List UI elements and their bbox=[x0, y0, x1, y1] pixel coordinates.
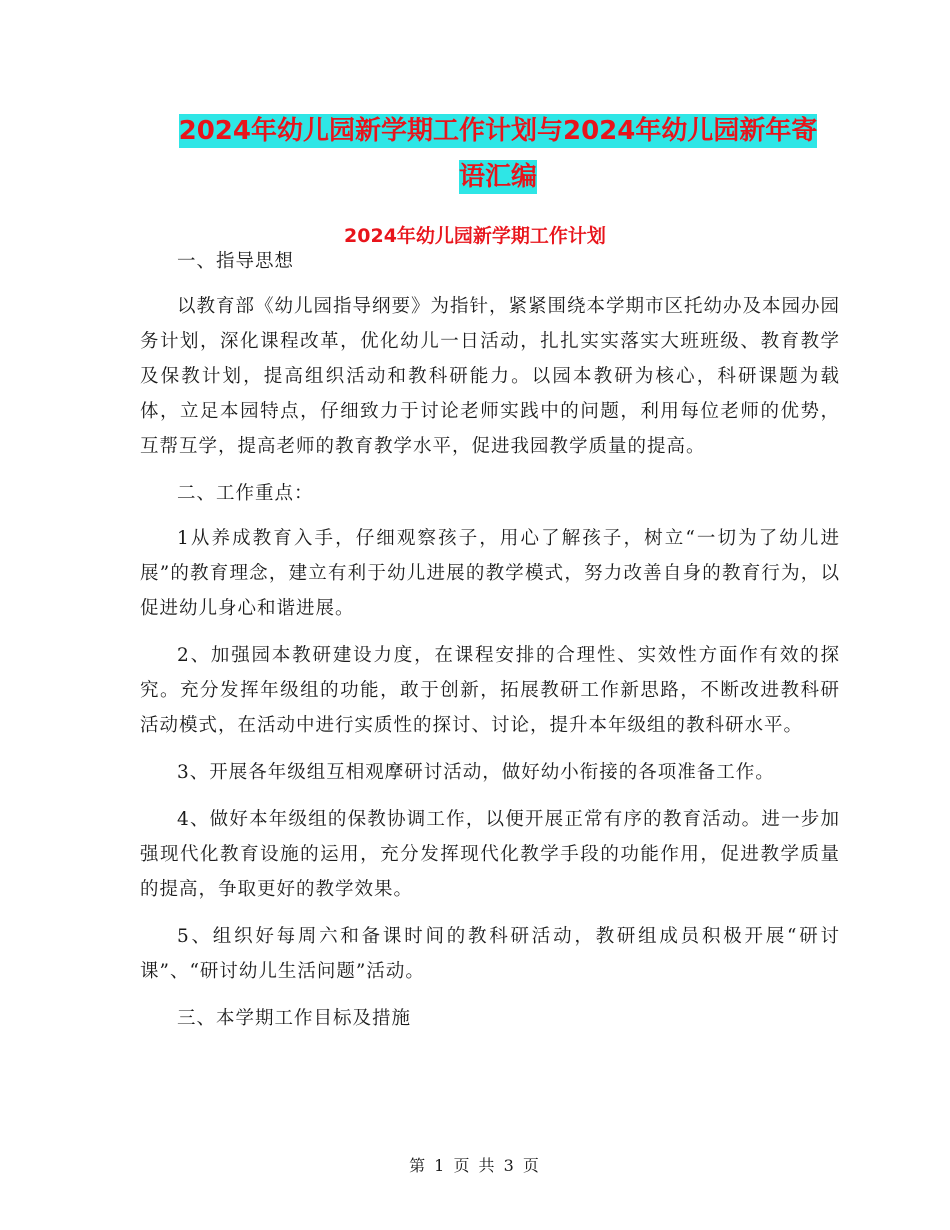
paragraph-focus-3: 3、开展各年级组互相观摩研讨活动，做好幼小衔接的各项准备工作。 bbox=[177, 762, 775, 783]
section-title: 2024年幼儿园新学期工作计划 bbox=[344, 225, 606, 247]
paragraph-focus-1: 1从养成教育入手，仔细观察孩子，用心了解孩子，树立“一切为了幼儿进展”的教育理念，建立有利于幼儿进展的教学模式，努力改善自身的教育行为，以促进幼儿身心和谐进展。 bbox=[140, 528, 840, 619]
document-title-line-1: 2024年幼儿园新学期工作计划与2024年幼儿园新年寄 bbox=[178, 116, 818, 146]
document-title bbox=[140, 108, 856, 200]
paragraph-focus-4: 4、做好本年级组的保教协调工作，以便开展正常有序的教育活动。进一步加强现代化教育设施的运用，充分发挥现代化教学手段的功能作用，促进教学质量的提高，争取更好的教学效果。 bbox=[140, 809, 840, 900]
document-title-line-2: 语汇编 bbox=[458, 162, 537, 192]
heading-work-focus: 二、工作重点： bbox=[177, 483, 314, 504]
paragraph-focus-2: 2、加强园本教研建设力度，在课程安排的合理性、实效性方面作有效的探究。充分发挥年级组的功能，敢于创新，拓展教研工作新思路，不断改进教科研活动模式，在活动中进行实质性的探讨、讨论，提升本年级组的教科研水平。 bbox=[140, 645, 840, 736]
heading-goals-measures: 三、本学期工作目标及措施 bbox=[177, 1008, 412, 1029]
paragraph-focus-5: 5、组织好每周六和备课时间的教科研活动，教研组成员积极开展“研讨课”、“研讨幼儿生活问题”活动。 bbox=[140, 926, 840, 982]
paragraph-guiding-ideology: 以教育部《幼儿园指导纲要》为指针，紧紧围绕本学期市区托幼办及本园办园务计划，深化课程改革，优化幼儿一日活动，扎扎实实落实大班班级、教育教学及保教计划，提高组织活动和教科研能力。以园本教研为核心，科研课题为载体，立足本园特点，仔细致力于讨论老师实践中的问题，利用每位老师的优势，互帮互学，提高老师的教育教学水平，促进我园教学质量的提高。 bbox=[140, 296, 841, 457]
page-footer: 第 1 页 共 3 页 bbox=[409, 1156, 541, 1175]
document-body bbox=[140, 244, 840, 1046]
heading-guiding-ideology: 一、指导思想 bbox=[177, 251, 295, 272]
